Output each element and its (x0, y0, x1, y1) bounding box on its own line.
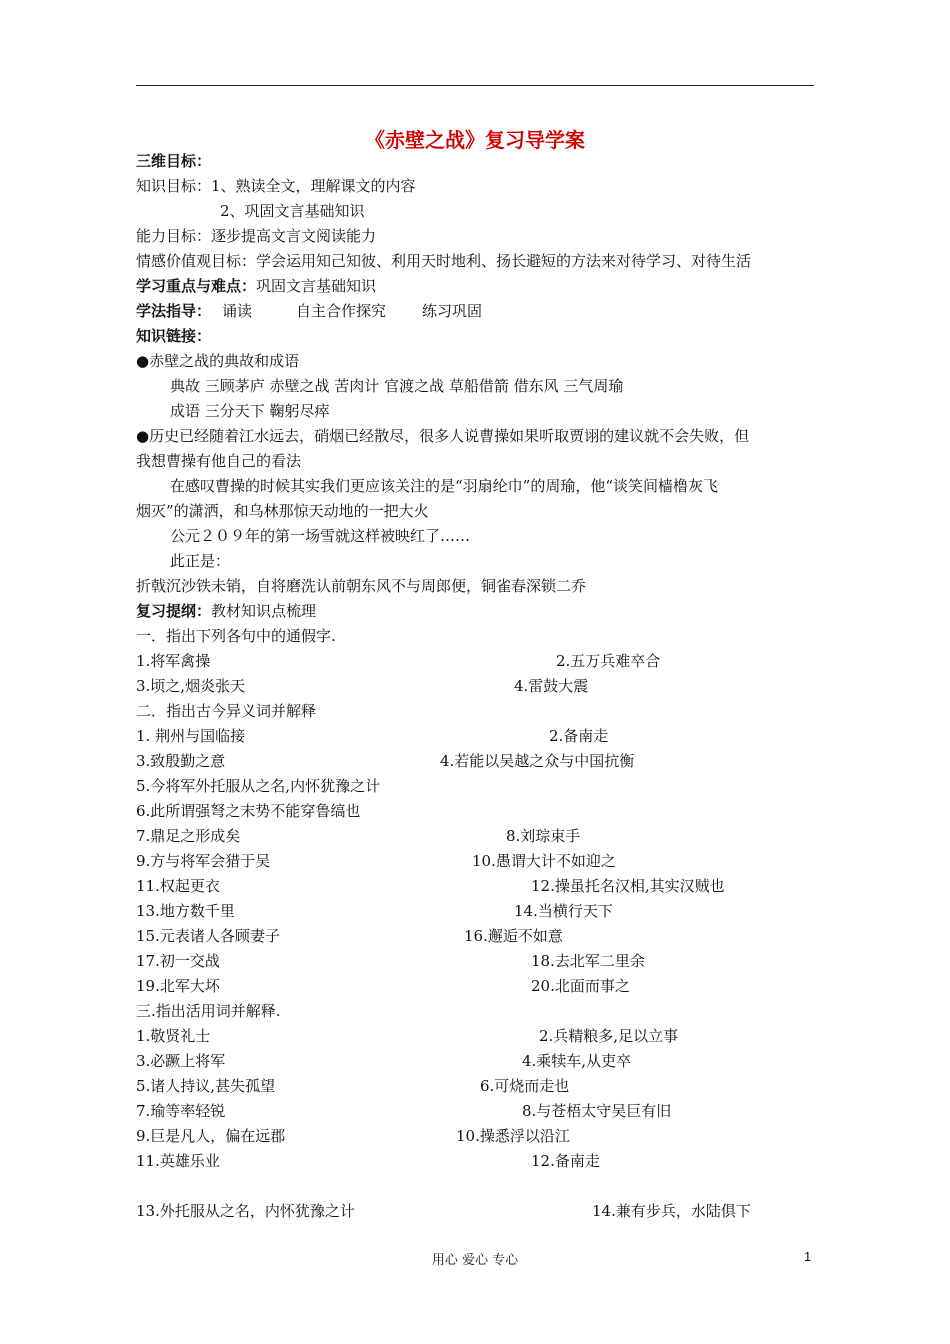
emotion-text: 学会运用知己知彼、利用天时地利、扬长避短的方法来对待学习、对待生活 (256, 252, 752, 270)
section-3-item: 14.兼有步兵，水陆俱下 (592, 1202, 751, 1220)
paragraph-3: 此正是： (170, 552, 231, 570)
knowledge-objective-1 (136, 176, 416, 196)
paragraph-2: 公元２０９年的第一场雪就这样被映红了…… (170, 527, 471, 545)
idioms-line: 成语 三分天下 鞠躬尽瘁 (170, 402, 330, 420)
section-2-item: 7.鼎足之形成矣 (136, 827, 241, 845)
section-3-item: 7.瑜等率轻锐 (136, 1102, 226, 1120)
section-2-item: 15.元表诸人各顾妻子 (136, 927, 280, 945)
section-2-heading: 二．指出古今异义词并解释 (136, 702, 317, 720)
section-3-item: 5.诸人持议,甚失孤望 (136, 1077, 276, 1095)
section-2-item: 1. 荆州与国临接 (136, 727, 246, 745)
section-2-item: 19.北军大坏 (136, 977, 220, 995)
section-1-item: 2.五万兵难卒合 (556, 652, 661, 670)
section-2-item: 17.初一交战 (136, 952, 220, 970)
section-3-item: 8.与苍梧太守吴巨有旧 (522, 1102, 672, 1120)
ability-label: 能力目标： (136, 227, 212, 245)
section-2-item: 6.此所谓强弩之末势不能穿鲁缟也 (136, 802, 361, 820)
emotion-objective (136, 251, 751, 271)
key-points (136, 276, 376, 296)
section-2-item: 12.操虽托名汉相,其实汉贼也 (531, 877, 725, 895)
key-points-label: 学习重点与难点： (136, 277, 257, 295)
section-3-item: 4.乘犊车,从吏卒 (522, 1052, 632, 1070)
poem-line: 折戟沉沙铁未销，自将磨洗认前朝东风不与周郎便，铜雀春深锁二乔 (136, 577, 587, 595)
section-2-item: 16.邂逅不如意 (464, 927, 563, 945)
knowledge-objective-2: 2、巩固文言基础知识 (220, 202, 365, 220)
section-2-item: 18.去北军二里余 (531, 952, 645, 970)
section-2-item: 9.方与将军会猎于吴 (136, 852, 271, 870)
knowledge-label: 知识目标： (136, 177, 212, 195)
section-1-heading: 一．指出下列各句中的通假字. (136, 627, 336, 645)
review-label: 复习提纲： (136, 602, 212, 620)
links-bullet-2-line-2: 我想曹操有他自己的看法 (136, 452, 302, 470)
section-2-item: 13.地方数千里 (136, 902, 235, 920)
section-3-item: 10.操悉浮以沿江 (456, 1127, 570, 1145)
header-rule (136, 85, 814, 86)
section-2-item: 20.北面而事之 (531, 977, 630, 995)
section-3-item: 6.可烧而走也 (480, 1077, 570, 1095)
section-2-item: 8.刘琮束手 (506, 827, 581, 845)
method-item-1: 诵读 (222, 302, 253, 320)
section-1-item: 3.顷之,烟炎张天 (136, 677, 246, 695)
review-outline (136, 601, 316, 621)
objectives-heading: 三维目标： (136, 152, 212, 170)
section-2-item: 10.愚谓大计不如迎之 (472, 852, 616, 870)
review-text: 教材知识点梳理 (211, 602, 317, 620)
section-3-item: 2.兵精粮多,足以立事 (539, 1027, 679, 1045)
method-label: 学法指导： (136, 302, 212, 320)
links-bullet-2-line-1: ●历史已经随着江水远去，硝烟已经散尽，很多人说曹操如果听取贾诩的建议就不会失败，但 (136, 427, 750, 445)
allusions-line: 典故 三顾茅庐 赤壁之战 苦肉计 官渡之战 草船借箭 借东风 三气周瑜 (170, 377, 624, 395)
knowledge-text-1: 1、熟读全文，理解课文的内容 (211, 177, 416, 195)
section-2-item: 4.若能以吴越之众与中国抗衡 (440, 752, 635, 770)
footer-text: 用心 爱心 专心 (431, 1253, 519, 1268)
links-bullet-1: ●赤壁之战的典故和成语 (136, 352, 300, 370)
section-2-item: 11.权起更衣 (136, 877, 220, 895)
key-points-text: 巩固文言基础知识 (256, 277, 377, 295)
section-2-item: 3.致殷勤之意 (136, 752, 226, 770)
ability-objective (136, 226, 376, 246)
page-number: 1 (804, 1249, 812, 1264)
section-1-item: 1.将军禽操 (136, 652, 211, 670)
paragraph-1-line-2: 烟灭”的潇洒，和乌林那惊天动地的一把大火 (136, 502, 429, 520)
section-3-item: 11.英雄乐业 (136, 1152, 220, 1170)
section-2-item: 2.备南走 (549, 727, 609, 745)
section-3-item: 1.敬贤礼士 (136, 1027, 211, 1045)
paragraph-1-line-1: 在感叹曹操的时候其实我们更应该关注的是“羽扇纶巾”的周瑜，他“谈笑间樯橹灰飞 (170, 477, 719, 495)
section-3-item: 12.备南走 (531, 1152, 600, 1170)
method-guide (136, 301, 483, 321)
section-3-heading: 三.指出活用词并解释. (136, 1002, 281, 1020)
links-heading: 知识链接： (136, 327, 212, 345)
document-title: 《赤壁之战》复习导学案 (365, 128, 585, 152)
emotion-label: 情感价值观目标： (136, 252, 257, 270)
method-item-2: 自主合作探究 (296, 302, 387, 320)
ability-text: 逐步提高文言文阅读能力 (211, 227, 377, 245)
method-item-3: 练习巩固 (422, 302, 483, 320)
section-2-item: 5.今将军外托服从之名,内怀犹豫之计 (136, 777, 381, 795)
section-3-item: 9.巨是凡人，偏在远郡 (136, 1127, 286, 1145)
section-1-item: 4.雷鼓大震 (514, 677, 589, 695)
section-2-item: 14.当横行天下 (514, 902, 613, 920)
section-3-item: 13.外托服从之名，内怀犹豫之计 (136, 1202, 355, 1220)
section-3-item: 3.必蹶上将军 (136, 1052, 226, 1070)
